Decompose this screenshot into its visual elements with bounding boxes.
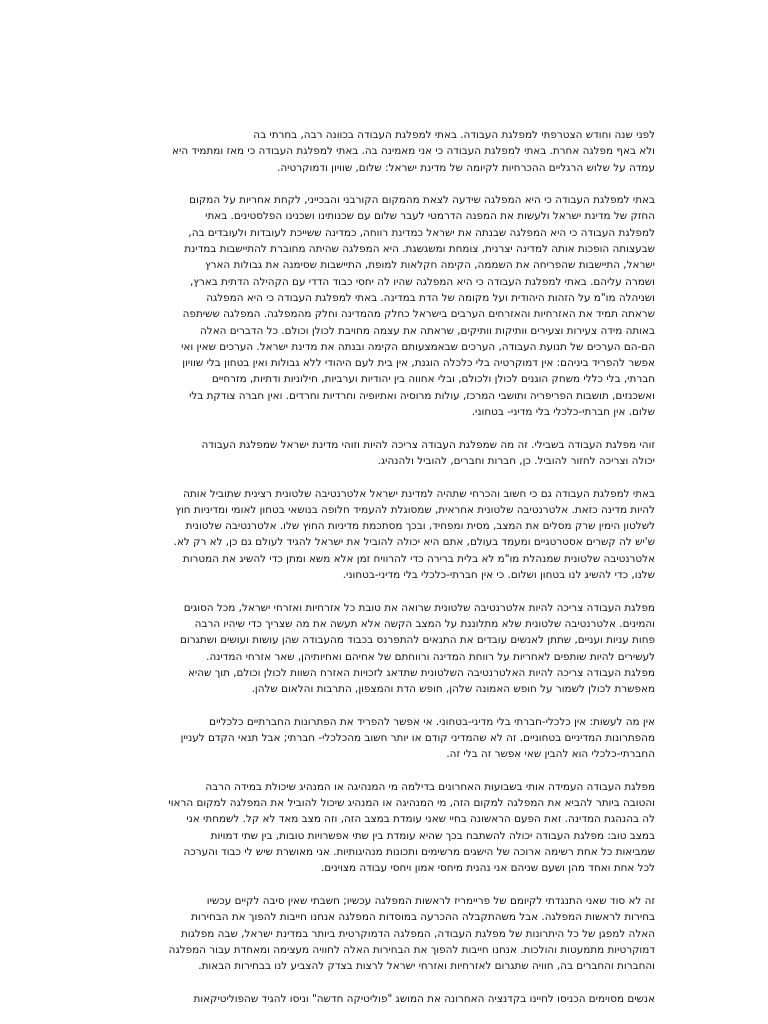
paragraph <box>113 779 655 877</box>
text-line: לעשירים להיות שותפים לאחריות על רווחת המדינה ורווחתם של אחיהם ואחיותיהן, שאר אזרחי המדינה. <box>206 650 655 663</box>
text-line: מהפתרונות המדיניים בטחוניים. זה לא שהמדיני קודם או יותר חשוב מהכלכלי- חברתי; אבל תנאי הקדם לעניין <box>180 731 655 744</box>
paragraph <box>113 893 655 974</box>
text-line: עמדה על שלוש הרגליים ההכרחיות לקיומה של מדינת ישראל: שלום, שוויון ודמוקרטיה. <box>277 161 655 174</box>
text-line: ושניהלה מו"מ על הזהות היהודית ועל מקומה של הדת במדינה. באתי למפלגת העבודה כי היא המפלגה <box>206 291 655 304</box>
text-line: אין מה לעשות: אין כלכלי-חברתי בלי מדיני-בטחוני. אי אפשר להפריד את הפתרונות החברתיים כלכליים <box>209 715 655 728</box>
text-line: הם-הם הערכים של תנועת העבודה, הערכים שבאמצעותם הקימה ובנתה את מדינת ישראל. הערכים שאין ואי <box>181 340 655 353</box>
paragraph <box>113 991 655 1007</box>
document-body <box>113 127 655 1023</box>
text-line: להיות מדינה כזאת. אלטרנטיבה שלטונית אחראית, שמסוגלת להעמיד חלופה בנושאי בטחון לאומי ומדיניות חוץ <box>175 503 655 516</box>
paragraph <box>113 486 655 584</box>
text-line: אנשים מסוימים הכניסו לחיינו בקדנציה האחרונה את המושג "פוליטיקה חדשה" וניסו להגיד שהפוליטיקאות <box>193 992 655 1005</box>
text-line: החברתי-כלכלי הוא להבין שאי אפשר זה בלי זה. <box>446 748 655 761</box>
text-line: חברתי, בלי כללי משחק הוגנים לכולן ולכולם, ובלי אחווה בין יהודיות וערביות, חילוניות ודתיות, מזרחיים <box>211 373 655 386</box>
text-line: ואשכנזים, תושבות הפריפריה ותושבי המרכז, עולות מרוסיה ואתיופיה וחרדיות וחרדים. ואין חברה צודקת בלי <box>189 389 655 402</box>
text-line: פחות עניות ועניים, שתתן לאנשים עובדים את התנאים להתפרנס בכבוד מהעבודה שהן עושות ועושים ושתגרום <box>180 634 655 647</box>
text-line: לפני שנה וחודש הצטרפתי למפלגת העבודה. באתי למפלגת העבודה בכוונה רבה, בחרתי בה <box>253 129 655 141</box>
text-line: זה לא סוד שאני התנגדתי לקיומם של פריימריז לראשות המפלגה עכשיו; חשבתי שאין סיבה לקיים עכשיו <box>206 894 655 907</box>
text-line: שראתה תמיד את האזרחיות והאזרחים הערבים בישראל כחלק מהמדינה וחלק מהמפלגה. המפלגה ששיתפה <box>182 308 655 321</box>
text-line: למפלגת העבודה כי היא המפלגה שבנתה את ישראל כמדינת רווחה, כמדינה ששייכת לעובדות ולעובדים בה, <box>188 226 655 239</box>
text-line: שמביאות כל אחת רשימה ארוכה של הישגים מרשימים ותכונות מנהיגותיות. אני מאושרת שיש לי כבוד והערכה <box>183 846 655 859</box>
text-line: ש'יש לה קשרים אסטרטגיים ומעמד בעולם, אתם היא יכולה להוביל את ישראל להגיד לעולם גם כן, לא רק לא. <box>173 536 655 549</box>
paragraph <box>113 437 655 470</box>
text-line: שלום. אין חברתי-כלכלי בלי מדיני- בטחוני. <box>471 406 655 419</box>
text-line: באתי למפלגת העבודה כי היא המפלגה שידעה לצאת מהמקום הקורבני והבכייני, לקחת אחריות על המקום <box>189 194 655 207</box>
text-line: שבעצותה הופכות אותה למדינה יצרנית, צומחת ומשגשגת. היא המפלגה שהיתה מחוברת להתיישבות במדינת <box>184 243 655 256</box>
text-line: ישראל, התיישבות שהפריחה את השממה, הקימה חקלאות למופת, התיישבות שסימנה את גבולות הארץ <box>205 259 655 272</box>
text-line: לה בהנהגת המדינה. זאת הפעם הראשונה בחיי שאני עומדת במצב הזה, וזה מצב מאד לא קל. לשמחתי אני <box>186 813 655 826</box>
paragraph <box>113 127 655 176</box>
text-line: במצב טוב: מפלגת העבודה יכולה להשתבח בכך שהיא עומדת בין שתי אפשרויות טובות, בין שתי דמויות <box>210 829 655 842</box>
text-line: יכולה וצריכה לחזור להוביל. כן, חברות וחברים, להוביל ולהנהיג. <box>377 454 655 467</box>
text-line: אלטרנטיבה שלטונית שמנהלת מו"מ לא בלית ברירה כדי להרוויח זמן אלא משא ומתן כדי להשיג את המטרות <box>182 552 655 565</box>
text-line: דמוקרטיות מתמעטות והולכות. אנחנו חייבות להפוך את הבחירות האלה לחוויה מעצימה ומאחדת עבור המפלגה <box>168 943 655 956</box>
text-line: באותה מידה צעירות וצעירים וותיקות וותיקים, שראתה את עצמה מחויבת לכולן וכולם. כל הדברים האלה <box>200 324 655 337</box>
text-line: לכל אחת ואחד מהן ושעם שניהם אני נהנית מיחסי אמון ויחסי עבודה מצוינים. <box>320 862 655 875</box>
paragraph <box>113 714 655 763</box>
text-line: לשלטון הימין שרק מסלים את המצב, מסית ומפחיד, ובכך מסתכמת מדיניות החוץ שלו. אלטרנטיבה שלטונית <box>185 520 655 533</box>
text-line: מפלגת העבודה העמידה אותי בשבועות האחרונים בדילמה מי המנהיגה או המנהיג שיכולת במידה הרבה <box>205 780 655 793</box>
text-line: אפשר להפריד ביניהם: אין דמוקרטיה בלי כלכלה הוגנת, אין בית לעם היהודי ללא גבולות ואין בטחון בלי שוויון <box>182 357 655 370</box>
text-line: ולא באף מפלגה אחרת. באתי למפלגת העבודה כי אני מאמינה בה. באתי למפלגת העבודה כי מאז ומתמיד היא <box>172 145 655 158</box>
paragraph <box>113 192 655 420</box>
text-line: זוהי מפלגת העבודה בשבילי. זה מה שמפלגת העבודה צריכה להיות וזוהי מדינת ישראל שמפלגת העבודה <box>201 438 655 451</box>
paragraph <box>113 600 655 698</box>
text-line: שלנו, כדי להשיג לנו בטחון ושלום. כי אין חברתי-כלכלי בלי מדיני-בטחוני. <box>342 569 655 582</box>
text-line: מפלגת העבודה צריכה להיות האלטרנטיבה השלטונית שתדאג לזכויות האזרח השוות לכולן וכולם, תוך שהיא <box>187 666 655 679</box>
text-line: בחירות לראשות המפלגה. אבל משהתקבלה ההכרעה במוסדות המפלגה אנחנו חייבות להפוך את הבחירות <box>191 911 655 924</box>
text-line: באתי למפלגת העבודה גם כי חשוב והכרחי שתהיה למדינת ישראל אלטרנטיבה שלטונית רצינית שתוביל אותה <box>183 487 655 500</box>
text-line: והטובה ביותר להביא את המפלגה למקום הזה, מי המנהיגה או המנהיג שיכול להוביל את המפלגה למקום הראוי <box>168 797 655 810</box>
text-line: מפלגת העבודה צריכה להיות אלטרנטיבה שלטונית שרואה את טובת כל אזרחיות ואזרחי ישראל, מכל הסוגים <box>183 601 655 614</box>
text-line: ושמרה עליהם. באתי למפלגת העבודה כי היא המפלגה שהיו לה יחסי כבוד הדדי עם הקהילה הדתית בארץ, <box>190 275 655 288</box>
text-line: מאפשרת לכולן לשמור על חופש האמונה שלהן, חופש הדת והמצפון, התרבות והלאום שלהן. <box>251 683 655 696</box>
text-line: והחברות והחברים בה, חוויה שתגרום לאזרחיות ואזרחי ישראל לרצות בצדק להצביע לנו בבחירות הבאות. <box>198 960 655 973</box>
text-line: והמינים. אלטרנטיבה שלטונית שלא מתלוננת על המצב הקשה אלא תעשה את מה שצריך כדי שיהיו הרבה <box>194 617 655 630</box>
text-line: החזק של מדינת ישראל ולעשות את המפנה הדרמטי לעבר שלום עם שכנותינו ושכנינו הפלסטינים. באתי <box>205 210 655 223</box>
text-line: האלה למפגן של כל היתרונות של מפלגת העבודה, המפלגה הדמוקרטית ביותר במדינת ישראל, שבה מפלגות <box>180 927 655 940</box>
